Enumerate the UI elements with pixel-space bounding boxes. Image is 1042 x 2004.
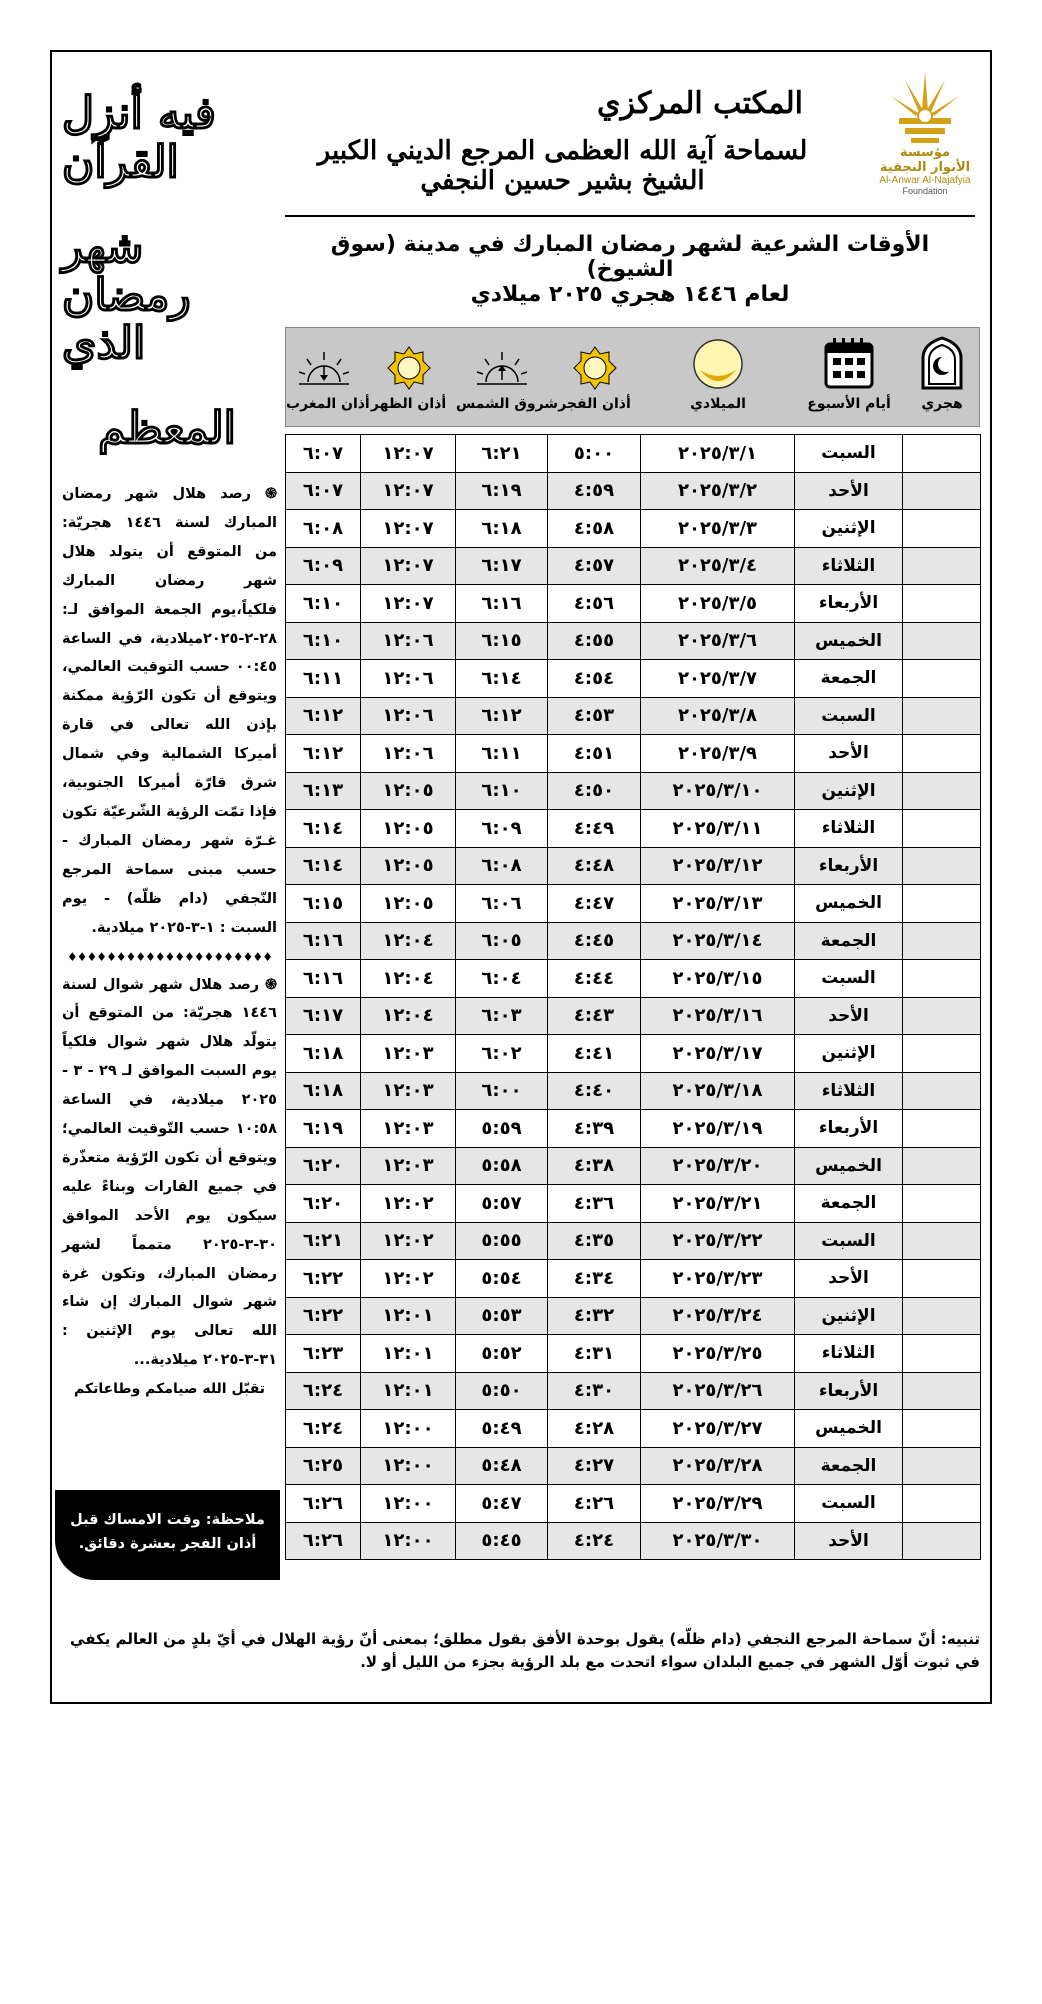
cell-hijri [903,660,981,698]
cell-hijri [903,1185,981,1223]
cell-dhuhr: ١٢:٠٥ [361,847,456,885]
header-divider [285,215,975,217]
header-label: شروق الشمس [456,396,559,412]
cell-sunrise: ٦:١٠ [456,772,548,810]
cell-dhuhr: ١٢:٠٦ [361,735,456,773]
mosque-crescent-icon [919,336,965,390]
cell-fajr: ٤:٤٣ [548,997,641,1035]
cell-day: الأحد [795,997,903,1035]
cell-hijri [903,1147,981,1185]
cell-maghrib: ٦:١٦ [286,960,361,998]
cell-day: الجمعة [795,922,903,960]
cell-dhuhr: ١٢:٠٧ [361,435,456,473]
cell-hijri [903,510,981,548]
cell-day: الأربعاء [795,1372,903,1410]
cell-day: الخميس [795,622,903,660]
cell-date: ٢٠٢٥/٣/٢٤ [641,1297,795,1335]
cell-date: ٢٠٢٥/٣/٢٣ [641,1260,795,1298]
header-hijri [903,328,981,428]
cell-fajr: ٤:٢٨ [548,1410,641,1448]
cell-sunrise: ٥:٤٨ [456,1447,548,1485]
table-row [286,435,981,473]
cell-date: ٢٠٢٥/٣/٤ [641,547,795,585]
table-row [286,1110,981,1148]
cell-sunrise: ٦:١٨ [456,510,548,548]
cell-date: ٢٠٢٥/٣/٢١ [641,1185,795,1223]
shawwal-note [62,971,277,1376]
table-header-bar [285,327,980,427]
cell-dhuhr: ١٢:٠٠ [361,1485,456,1523]
sunset-icon [297,350,351,390]
imsak-note-box: ملاحظة: وقت الامساك قبل أذان الفجر بعشرة دقائق. [55,1490,280,1580]
cell-date: ٢٠٢٥/٣/٢٢ [641,1222,795,1260]
cell-fajr: ٤:٤٧ [548,885,641,923]
cell-sunrise: ٥:٥٢ [456,1335,548,1373]
cell-sunrise: ٦:٢١ [456,435,548,473]
cell-day: الإثنين [795,1035,903,1073]
cell-day: السبت [795,1222,903,1260]
table-row [286,697,981,735]
table-row [286,772,981,810]
table-row [286,735,981,773]
cell-day: الخميس [795,885,903,923]
table-row [286,1222,981,1260]
cell-date: ٢٠٢٥/٣/٢٧ [641,1410,795,1448]
cell-sunrise: ٦:٠٤ [456,960,548,998]
calligraphy-panel [62,72,272,472]
cell-sunrise: ٥:٥٥ [456,1222,548,1260]
cell-date: ٢٠٢٥/٣/٢٦ [641,1372,795,1410]
cell-dhuhr: ١٢:٠٦ [361,697,456,735]
table-row [286,1485,981,1523]
cell-dhuhr: ١٢:٠٦ [361,622,456,660]
cell-sunrise: ٦:٠٦ [456,885,548,923]
cell-date: ٢٠٢٥/٣/١٧ [641,1035,795,1073]
cell-day: الخميس [795,1410,903,1448]
cell-dhuhr: ١٢:٠٢ [361,1260,456,1298]
sheikh-title: لسماحة آية الله العظمى المرجع الديني الكبير الشيخ بشير حسين النجفي [317,136,808,196]
cell-fajr: ٤:٥٣ [548,697,641,735]
cell-day: الأحد [795,1260,903,1298]
cell-day: السبت [795,435,903,473]
cell-maghrib: ٦:٢٢ [286,1297,361,1335]
cell-dhuhr: ١٢:٠٣ [361,1110,456,1148]
cell-sunrise: ٦:١٦ [456,585,548,623]
cell-fajr: ٤:٤١ [548,1035,641,1073]
cell-maghrib: ٦:٢٦ [286,1522,361,1560]
header-sunrise [456,328,559,428]
cell-fajr: ٤:٢٦ [548,1485,641,1523]
cell-fajr: ٤:٥٩ [548,472,641,510]
header-label: أذان الظهر [370,396,447,412]
cell-fajr: ٤:٣٥ [548,1222,641,1260]
cell-fajr: ٤:٢٧ [548,1447,641,1485]
table-row [286,1335,981,1373]
cell-hijri [903,1522,981,1560]
table-row [286,885,981,923]
cell-fajr: ٤:٥١ [548,735,641,773]
cell-maghrib: ٦:١٥ [286,885,361,923]
calligraphy-line: فيه أنزل القرآن [62,88,216,188]
cell-date: ٢٠٢٥/٣/١٢ [641,847,795,885]
cell-hijri [903,772,981,810]
page-title: الأوقات الشرعية لشهر رمضان المبارك في مدينة (سوق الشيوخ) [330,232,930,282]
cell-date: ٢٠٢٥/٣/٣٠ [641,1522,795,1560]
cell-fajr: ٤:٤٥ [548,922,641,960]
cell-date: ٢٠٢٥/٣/٢ [641,472,795,510]
cell-hijri [903,1222,981,1260]
cell-day: الأحد [795,1522,903,1560]
cell-hijri [903,960,981,998]
cell-day: الخميس [795,1147,903,1185]
swirl-icon: ֍ [259,976,277,993]
logo-line2: الأنوار النجفية [879,160,971,175]
cell-hijri [903,1110,981,1148]
cell-day: الجمعة [795,1185,903,1223]
cell-hijri [903,547,981,585]
cell-maghrib: ٦:٢٦ [286,1485,361,1523]
shawwal-note-text: رصد هلال شهر شوال لسنة ١٤٤٦ هجريّة: من المتوقع أن يتولّد هلال شهر شوال فلكياً يوم السبت الموافق لـ ٢٩ - ٣ - ٢٠٢٥ ميلادية، في الساعة ١٠:٥٨ حسب التّوقيت العالمي؛ ويتوقع أن تكون الرّؤية متعذّرة في جميع القارات وبناءً عليه سيكون يوم الأحد الموافق ٣٠-٣-٢٠٢٥ متمماً لشهر رمضان المبارك، وتكون غرة شهر شوال المبارك إن شاء الله تعالى يوم الإثنين : ٣١-٣-٢٠٢٥ ميلادية... [62,976,277,1369]
cell-hijri [903,622,981,660]
table-row [286,1522,981,1560]
cell-date: ٢٠٢٥/٣/٢٠ [641,1147,795,1185]
header-label: الميلادي [690,396,746,412]
page-subtitle: لعام ١٤٤٦ هجري ٢٠٢٥ ميلادي [470,282,790,307]
cell-hijri [903,1260,981,1298]
cell-maghrib: ٦:١١ [286,660,361,698]
cell-sunrise: ٦:١١ [456,735,548,773]
cell-sunrise: ٦:٠٠ [456,1072,548,1110]
table-row [286,1072,981,1110]
ramadan-note [62,480,277,943]
separator: ♦♦♦♦♦♦♦♦♦♦♦♦♦♦♦♦♦♦♦♦♦ [67,949,272,964]
cell-dhuhr: ١٢:٠٥ [361,810,456,848]
cell-day: الإثنين [795,1297,903,1335]
cell-maghrib: ٦:١٨ [286,1072,361,1110]
cell-sunrise: ٥:٥٧ [456,1185,548,1223]
sunburst-logo-icon [885,70,965,145]
cell-hijri [903,1410,981,1448]
cell-sunrise: ٦:١٤ [456,660,548,698]
notes-column [62,480,277,1404]
cell-maghrib: ٦:٢٤ [286,1372,361,1410]
cell-date: ٢٠٢٥/٣/٢٨ [641,1447,795,1485]
cell-dhuhr: ١٢:٠٠ [361,1522,456,1560]
cell-fajr: ٤:٣٩ [548,1110,641,1148]
cell-dhuhr: ١٢:٠٧ [361,510,456,548]
cell-maghrib: ٦:١٠ [286,622,361,660]
cell-maghrib: ٦:١٩ [286,1110,361,1148]
cell-sunrise: ٥:٤٧ [456,1485,548,1523]
cell-hijri [903,435,981,473]
calligraphy-line: شهر رمضان الذي [62,221,191,370]
office-title: المكتب المركزي [596,86,804,121]
logo-line1: مؤسسة [899,145,951,160]
cell-sunrise: ٥:٥٣ [456,1297,548,1335]
table-row [286,660,981,698]
cell-day: الجمعة [795,660,903,698]
cell-maghrib: ٦:١٠ [286,585,361,623]
table-row [286,1185,981,1223]
cell-dhuhr: ١٢:٠١ [361,1335,456,1373]
cell-fajr: ٤:٥٥ [548,622,641,660]
cell-hijri [903,472,981,510]
cell-hijri [903,585,981,623]
cell-hijri [903,885,981,923]
cell-maghrib: ٦:١٧ [286,997,361,1035]
cell-sunrise: ٦:١٥ [456,622,548,660]
table-body [286,435,981,1560]
cell-dhuhr: ١٢:٠٤ [361,922,456,960]
cell-day: الأربعاء [795,1110,903,1148]
cell-dhuhr: ١٢:٠٥ [361,772,456,810]
cell-hijri [903,1447,981,1485]
cell-maghrib: ٦:٠٩ [286,547,361,585]
table-row [286,810,981,848]
cell-fajr: ٥:٠٠ [548,435,641,473]
cell-maghrib: ٦:١٦ [286,922,361,960]
cell-day: الثلاثاء [795,547,903,585]
cell-maghrib: ٦:١٣ [286,772,361,810]
sun-icon [573,346,617,390]
cell-hijri [903,847,981,885]
cell-maghrib: ٦:٢٠ [286,1147,361,1185]
cell-dhuhr: ١٢:٠١ [361,1297,456,1335]
cell-day: السبت [795,697,903,735]
table-row [286,1035,981,1073]
cell-dhuhr: ١٢:٠٣ [361,1035,456,1073]
table-row [286,510,981,548]
table-row [286,1260,981,1298]
ramadan-note-text: رصد هلال شهر رمضان المبارك لسنة ١٤٤٦ هجريّة: من المتوقع أن يتولد هلال شهر رمضان المبارك فلكياً،يوم الجمعة الموافق لـ: ٢٨-٢-٢٠٢٥ميلادية، في الساعة ٠٠:٤٥ حسب التوقيت العالمي، ويتوقع أن تكون الرّؤية ممكنة بإذن الله تعالى في قارة أميركا الشمالية وفي شمال شرق قارّة أميركا الجنوبية، فإذا تمّت الرؤية الشّرعيّة تكون غـرّة شهر رمضان المبارك - حسب مبنى سماحة المرجع النّجفي (دام ظلّه) - يوم السبت : ١-٣-٢٠٢٥ ميلادية. [62,486,277,936]
cell-fajr: ٤:٢٤ [548,1522,641,1560]
moon-icon [692,338,744,390]
cell-date: ٢٠٢٥/٣/٥ [641,585,795,623]
cell-dhuhr: ١٢:٠٦ [361,660,456,698]
cell-maghrib: ٦:١٢ [286,735,361,773]
header-label: أذان الفجر [558,396,631,412]
cell-date: ٢٠٢٥/٣/١٩ [641,1110,795,1148]
cell-fajr: ٤:٥٠ [548,772,641,810]
prayer-times-table [285,434,980,2004]
cell-sunrise: ٦:٠٢ [456,1035,548,1073]
cell-date: ٢٠٢٥/٣/٢٥ [641,1335,795,1373]
cell-dhuhr: ١٢:٠٣ [361,1147,456,1185]
cell-fajr: ٤:٥٧ [548,547,641,585]
cell-dhuhr: ١٢:٠٢ [361,1185,456,1223]
cell-dhuhr: ١٢:٠٤ [361,960,456,998]
cell-date: ٢٠٢٥/٣/١٨ [641,1072,795,1110]
cell-maghrib: ٦:٢٠ [286,1185,361,1223]
cell-maghrib: ٦:١٤ [286,810,361,848]
cell-maghrib: ٦:٢١ [286,1222,361,1260]
header-label: هجري [921,396,963,412]
cell-hijri [903,1072,981,1110]
cell-day: الثلاثاء [795,1335,903,1373]
cell-dhuhr: ١٢:٠١ [361,1372,456,1410]
cell-sunrise: ٦:٠٥ [456,922,548,960]
cell-fajr: ٤:٣٤ [548,1260,641,1298]
cell-sunrise: ٦:١٢ [456,697,548,735]
cell-day: الثلاثاء [795,1072,903,1110]
cell-date: ٢٠٢٥/٣/٩ [641,735,795,773]
table-row [286,997,981,1035]
cell-day: الإثنين [795,772,903,810]
cell-date: ٢٠٢٥/٣/١٣ [641,885,795,923]
cell-date: ٢٠٢٥/٣/٦ [641,622,795,660]
cell-hijri [903,697,981,735]
cell-dhuhr: ١٢:٠٠ [361,1410,456,1448]
header-label: أذان المغرب [286,396,370,412]
cell-maghrib: ٦:١٤ [286,847,361,885]
header-weekday [795,328,903,428]
foundation-logo [870,70,980,200]
cell-fajr: ٤:٣٦ [548,1185,641,1223]
cell-day: السبت [795,960,903,998]
cell-day: الأربعاء [795,847,903,885]
cell-maghrib: ٦:٢٢ [286,1260,361,1298]
cell-dhuhr: ١٢:٠٤ [361,997,456,1035]
cell-maghrib: ٦:٢٣ [286,1335,361,1373]
cell-day: الثلاثاء [795,810,903,848]
cell-fajr: ٤:٥٨ [548,510,641,548]
cell-dhuhr: ١٢:٠٠ [361,1447,456,1485]
cell-day: السبت [795,1485,903,1523]
header-fajr [548,328,641,428]
cell-day: الأحد [795,472,903,510]
cell-sunrise: ٥:٥٤ [456,1260,548,1298]
header-label: أيام الأسبوع [807,396,891,412]
cell-day: الإثنين [795,510,903,548]
swirl-icon: ֍ [251,486,277,502]
table-row [286,1447,981,1485]
cell-sunrise: ٦:٠٨ [456,847,548,885]
logo-latin2: Foundation [902,186,948,196]
cell-dhuhr: ١٢:٠٧ [361,585,456,623]
cell-hijri [903,810,981,848]
cell-sunrise: ٦:٠٣ [456,997,548,1035]
cell-day: الجمعة [795,1447,903,1485]
cell-hijri [903,1485,981,1523]
cell-fajr: ٤:٤٩ [548,810,641,848]
logo-latin: Al-Anwar Al-Najafyia [879,175,971,186]
cell-date: ٢٠٢٥/٣/١٥ [641,960,795,998]
cell-maghrib: ٦:٠٧ [286,435,361,473]
table-row [286,960,981,998]
table-row [286,585,981,623]
table-row [286,472,981,510]
header-gregorian [641,328,795,428]
cell-fajr: ٤:٥٤ [548,660,641,698]
table-row [286,847,981,885]
footer-notice: تنبيه: أنّ سماحة المرجع النجفي (دام ظلّه) يقول بوحدة الأفق بقول مطلق؛ بمعنى أنّ رؤية الهلال في أيّ بلدٍ من العالم يكفي في ثبوت أوّل الشهر في جميع البلدان سواء اتحدت مع بلد الرؤية بجزء من الليل أو لا. [70,1630,980,1671]
cell-sunrise: ٦:٠٩ [456,810,548,848]
cell-maghrib: ٦:٢٤ [286,1410,361,1448]
cell-day: الأحد [795,735,903,773]
cell-date: ٢٠٢٥/٣/١ [641,435,795,473]
cell-sunrise: ٥:٥٩ [456,1110,548,1148]
cell-date: ٢٠٢٥/٣/١٠ [641,772,795,810]
cell-date: ٢٠٢٥/٣/١١ [641,810,795,848]
cell-fajr: ٤:٤٨ [548,847,641,885]
cell-date: ٢٠٢٥/٣/٨ [641,697,795,735]
cell-dhuhr: ١٢:٠٢ [361,1222,456,1260]
cell-date: ٢٠٢٥/٣/١٤ [641,922,795,960]
cell-maghrib: ٦:٠٨ [286,510,361,548]
cell-hijri [903,1335,981,1373]
cell-date: ٢٠٢٥/٣/٣ [641,510,795,548]
cell-date: ٢٠٢٥/٣/٧ [641,660,795,698]
cell-fajr: ٤:٣٨ [548,1147,641,1185]
cell-maghrib: ٦:١٨ [286,1035,361,1073]
cell-maghrib: ٦:٠٧ [286,472,361,510]
cell-sunrise: ٦:١٧ [456,547,548,585]
calligraphy-line: المعظم [98,403,236,455]
cell-fajr: ٤:٥٦ [548,585,641,623]
blessing: تقبّل الله صيامكم وطاعاتكم [73,1381,266,1398]
cell-hijri [903,1297,981,1335]
cell-maghrib: ٦:١٢ [286,697,361,735]
header-maghrib [286,328,370,428]
table-row [286,622,981,660]
cell-dhuhr: ١٢:٠٧ [361,472,456,510]
cell-fajr: ٤:٤٤ [548,960,641,998]
cell-dhuhr: ١٢:٠٣ [361,1072,456,1110]
cell-sunrise: ٥:٤٥ [456,1522,548,1560]
cell-hijri [903,922,981,960]
table-row [286,547,981,585]
cell-day: الأربعاء [795,585,903,623]
sunrise-icon [475,350,529,390]
cell-maghrib: ٦:٢٥ [286,1447,361,1485]
cell-sunrise: ٥:٥٠ [456,1372,548,1410]
cell-date: ٢٠٢٥/٣/١٦ [641,997,795,1035]
cell-fajr: ٤:٣١ [548,1335,641,1373]
table-row [286,1147,981,1185]
calendar-icon [823,336,875,390]
table-row [286,922,981,960]
cell-date: ٢٠٢٥/٣/٢٩ [641,1485,795,1523]
table-row [286,1372,981,1410]
cell-fajr: ٤:٣٢ [548,1297,641,1335]
cell-sunrise: ٥:٥٨ [456,1147,548,1185]
cell-hijri [903,1372,981,1410]
table-row [286,1297,981,1335]
cell-dhuhr: ١٢:٠٥ [361,885,456,923]
header-dhuhr [361,328,456,428]
cell-sunrise: ٦:١٩ [456,472,548,510]
cell-sunrise: ٥:٤٩ [456,1410,548,1448]
cell-hijri [903,997,981,1035]
cell-hijri [903,735,981,773]
table-row [286,1410,981,1448]
cell-fajr: ٤:٤٠ [548,1072,641,1110]
sun-icon [387,346,431,390]
cell-fajr: ٤:٣٠ [548,1372,641,1410]
cell-hijri [903,1035,981,1073]
cell-dhuhr: ١٢:٠٧ [361,547,456,585]
